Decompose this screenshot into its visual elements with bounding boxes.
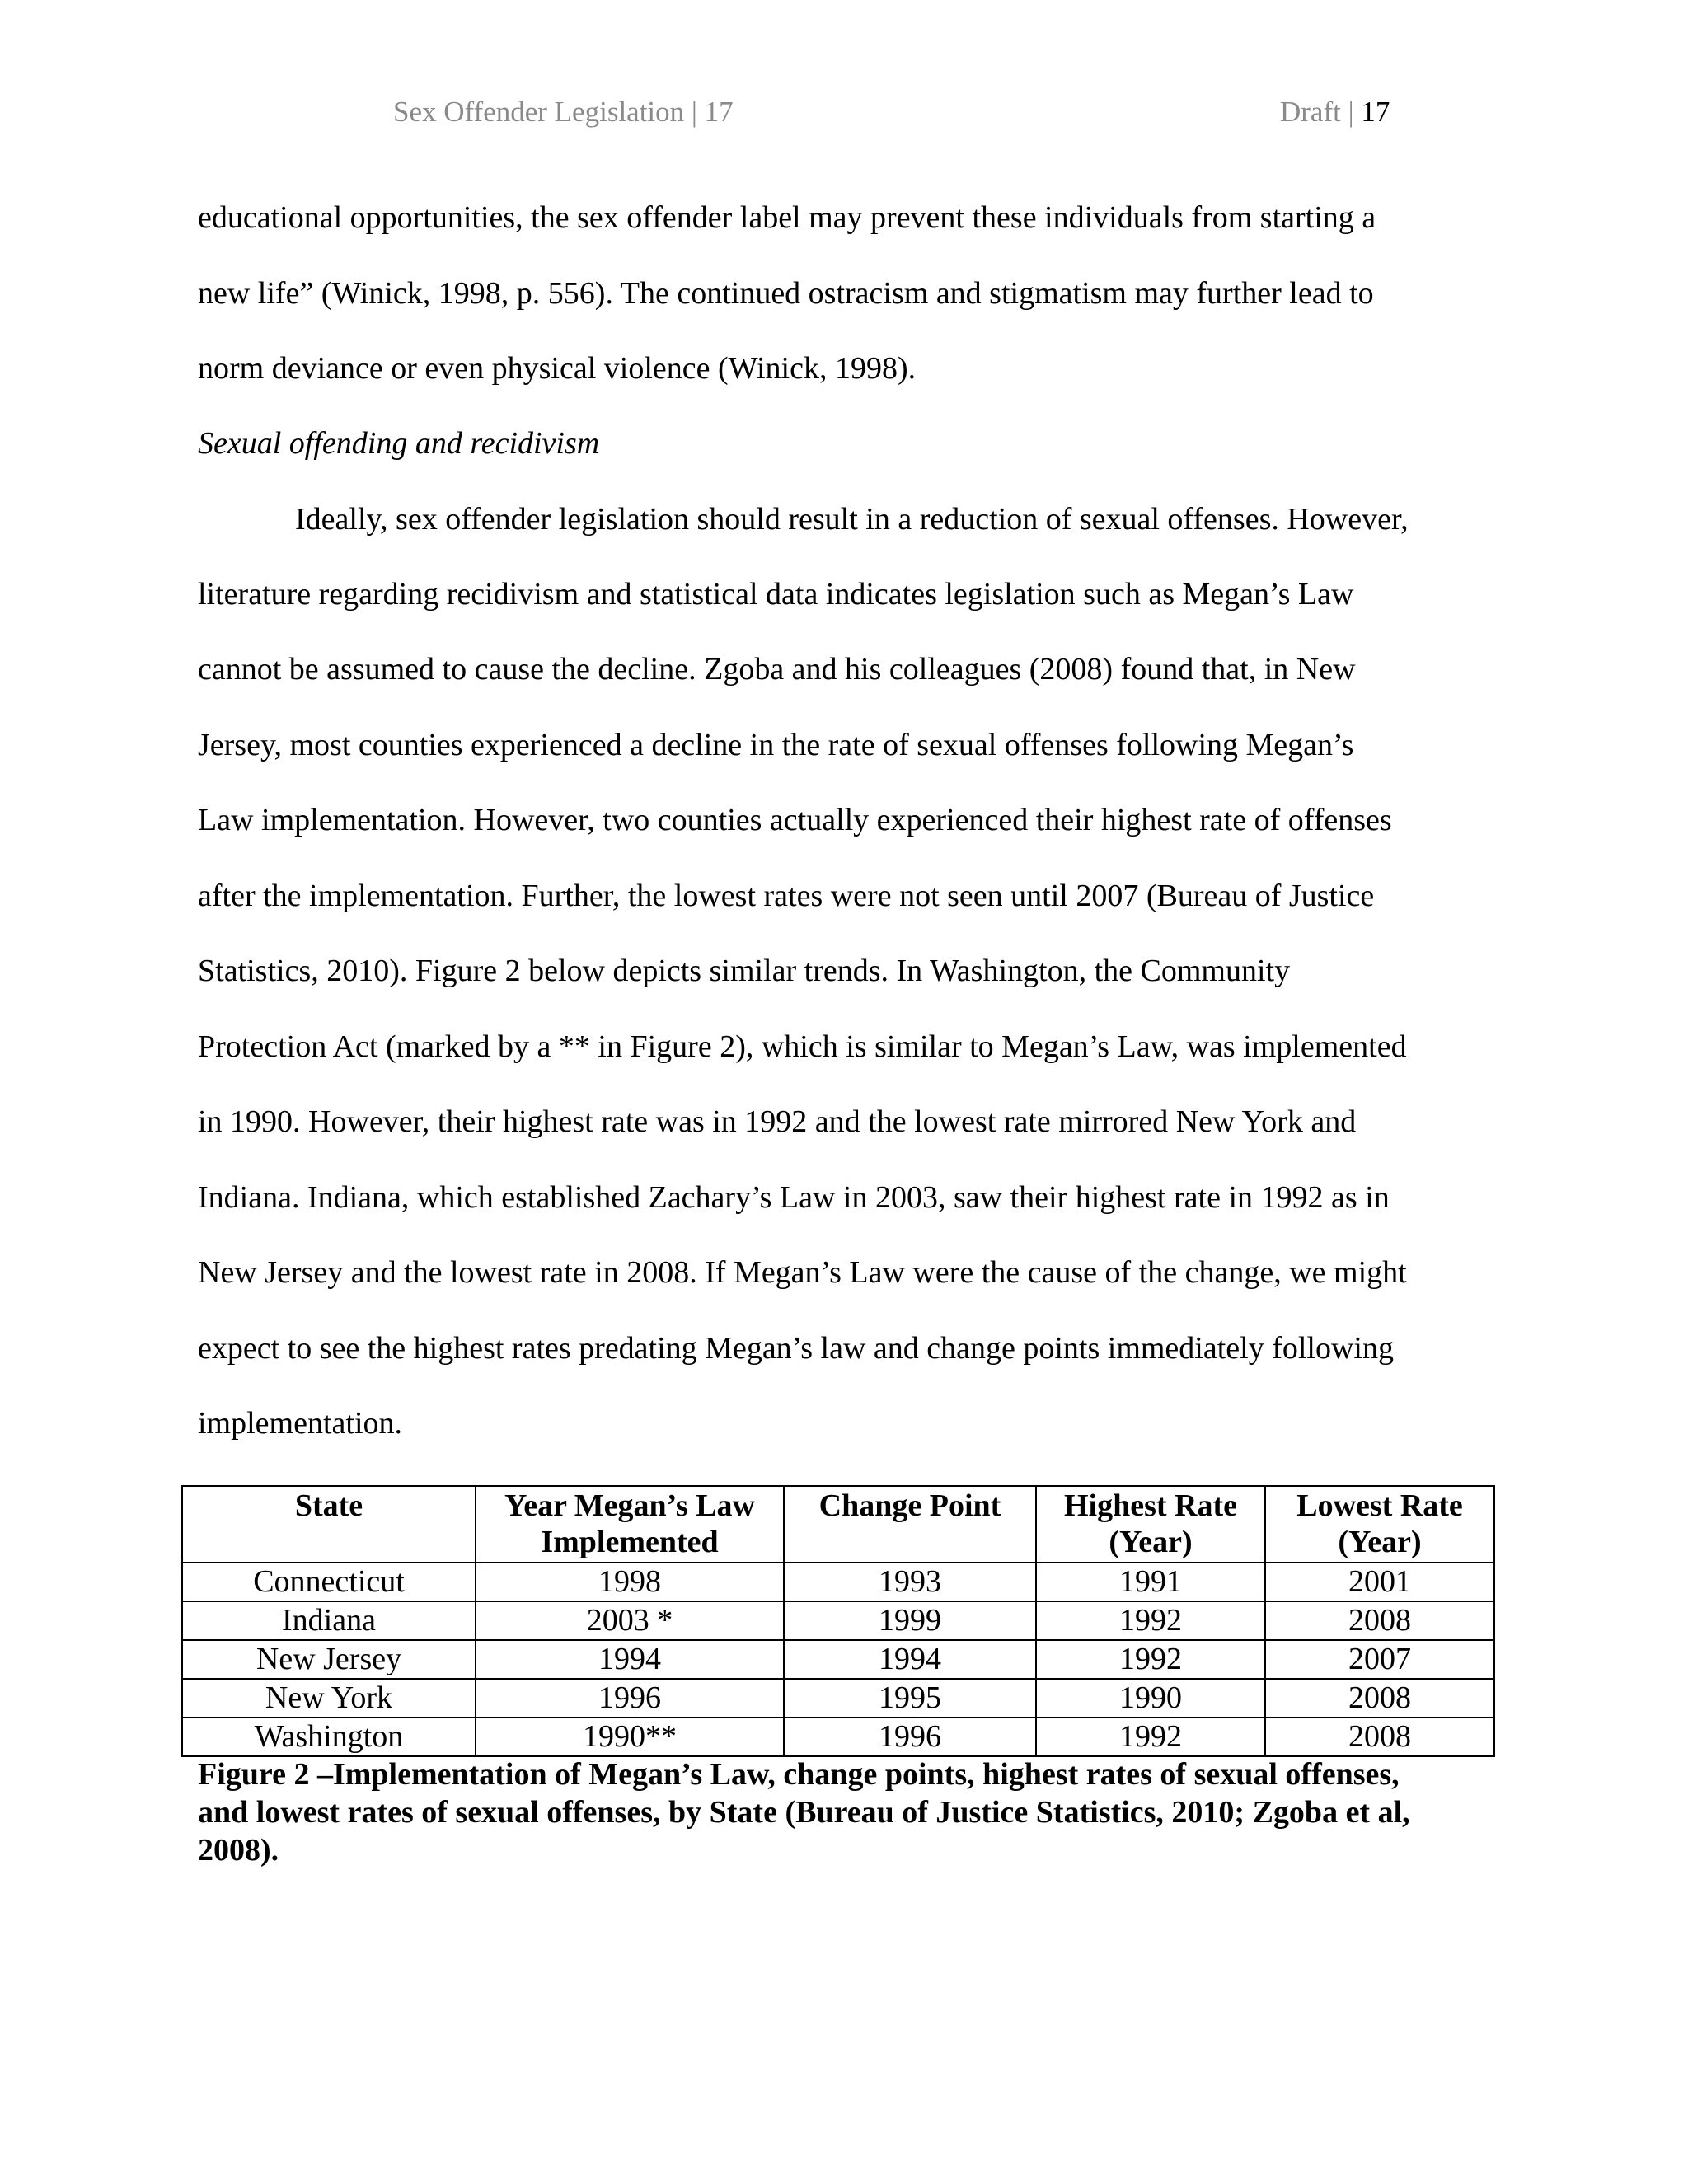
cell-highest-rate: 1992: [1036, 1640, 1265, 1679]
table-header-row: [182, 1486, 1494, 1563]
draft-label: Draft: [1280, 96, 1341, 128]
body-line: after the implementation. Further, the lowest rates were not seen until 2007 (Bureau of Justice: [198, 879, 1375, 913]
cell-state: Connecticut: [182, 1563, 476, 1601]
cell-lowest-rate: 2008: [1265, 1718, 1494, 1756]
caption-line: and lowest rates of sexual offenses, by State (Bureau of Justice Statistics, 2010; Zgoba et al,: [198, 1795, 1410, 1830]
body-line: new life” (Winick, 1998, p. 556). The continued ostracism and stigmatism may further lead to: [198, 276, 1374, 311]
body-line: literature regarding recidivism and statistical data indicates legislation such as Megan’s Law: [198, 577, 1354, 612]
table-row: [182, 1718, 1494, 1756]
page-number: 17: [1361, 96, 1390, 128]
cell-lowest-rate: 2008: [1265, 1601, 1494, 1640]
section-heading: Sexual offending and recidivism: [198, 426, 600, 461]
cell-year-implemented: 1996: [476, 1679, 784, 1718]
body-line: expect to see the highest rates predating Megan’s law and change points immediately following: [198, 1331, 1394, 1366]
table-row: [182, 1640, 1494, 1679]
body-line: cannot be assumed to cause the decline. Zgoba and his colleagues (2008) found that, in New: [198, 652, 1356, 687]
caption-line: Figure 2 –Implementation of Megan’s Law, change points, highest rates of sexual offenses,: [198, 1757, 1400, 1792]
body-line: Protection Act (marked by a ** in Figure 2), which is similar to Megan’s Law, was implemented: [198, 1029, 1407, 1064]
cell-state: Indiana: [182, 1601, 476, 1640]
table-row: [182, 1601, 1494, 1640]
cell-highest-rate: 1992: [1036, 1718, 1265, 1756]
header-state: State: [182, 1486, 476, 1563]
cell-state: Washington: [182, 1718, 476, 1756]
body-line: norm deviance or even physical violence (Winick, 1998).: [198, 351, 917, 386]
cell-lowest-rate: 2001: [1265, 1563, 1494, 1601]
body-line: Statistics, 2010). Figure 2 below depicts similar trends. In Washington, the Community: [198, 954, 1291, 988]
header-change-point: Change Point: [784, 1486, 1036, 1563]
body-line: Jersey, most counties experienced a decline in the rate of sexual offenses following Megan’s: [198, 728, 1354, 762]
cell-state: New Jersey: [182, 1640, 476, 1679]
cell-year-implemented: 1998: [476, 1563, 784, 1601]
caption-line: 2008).: [198, 1833, 279, 1868]
cell-change-point: 1995: [784, 1679, 1036, 1718]
running-title: Sex Offender Legislation | 17: [393, 96, 734, 128]
body-line: Law implementation. However, two counties actually experienced their highest rate of offenses: [198, 803, 1392, 837]
cell-change-point: 1996: [784, 1718, 1036, 1756]
cell-state: New York: [182, 1679, 476, 1718]
cell-change-point: 1994: [784, 1640, 1036, 1679]
table-row: [182, 1679, 1494, 1718]
body-line: educational opportunities, the sex offender label may prevent these individuals from starting a: [198, 200, 1376, 235]
figure-caption: [198, 1755, 1492, 1869]
header-lowest-rate: Lowest Rate (Year): [1265, 1486, 1494, 1563]
header-highest-rate: Highest Rate (Year): [1036, 1486, 1265, 1563]
body-line: Indiana. Indiana, which established Zachary’s Law in 2003, saw their highest rate in 1992 as in: [198, 1180, 1390, 1215]
cell-highest-rate: 1990: [1036, 1679, 1265, 1718]
cell-change-point: 1993: [784, 1563, 1036, 1601]
body-line: New Jersey and the lowest rate in 2008. If Megan’s Law were the cause of the change, we might: [198, 1255, 1407, 1290]
header-year-implemented: Year Megan’s Law Implemented: [476, 1486, 784, 1563]
cell-year-implemented: 1994: [476, 1640, 784, 1679]
page-header-right: [1280, 96, 1390, 129]
header-separator: |: [1340, 96, 1362, 128]
cell-year-implemented: 2003 *: [476, 1601, 784, 1640]
cell-lowest-rate: 2007: [1265, 1640, 1494, 1679]
cell-lowest-rate: 2008: [1265, 1679, 1494, 1718]
cell-highest-rate: 1991: [1036, 1563, 1265, 1601]
body-line: Ideally, sex offender legislation should result in a reduction of sexual offenses. However,: [295, 502, 1409, 537]
cell-year-implemented: 1990**: [476, 1718, 784, 1756]
figure-2-table: [181, 1485, 1495, 1757]
table-row: [182, 1563, 1494, 1601]
cell-highest-rate: 1992: [1036, 1601, 1265, 1640]
body-line: in 1990. However, their highest rate was in 1992 and the lowest rate mirrored New York and: [198, 1104, 1357, 1139]
cell-change-point: 1999: [784, 1601, 1036, 1640]
body-line: implementation.: [198, 1406, 403, 1441]
